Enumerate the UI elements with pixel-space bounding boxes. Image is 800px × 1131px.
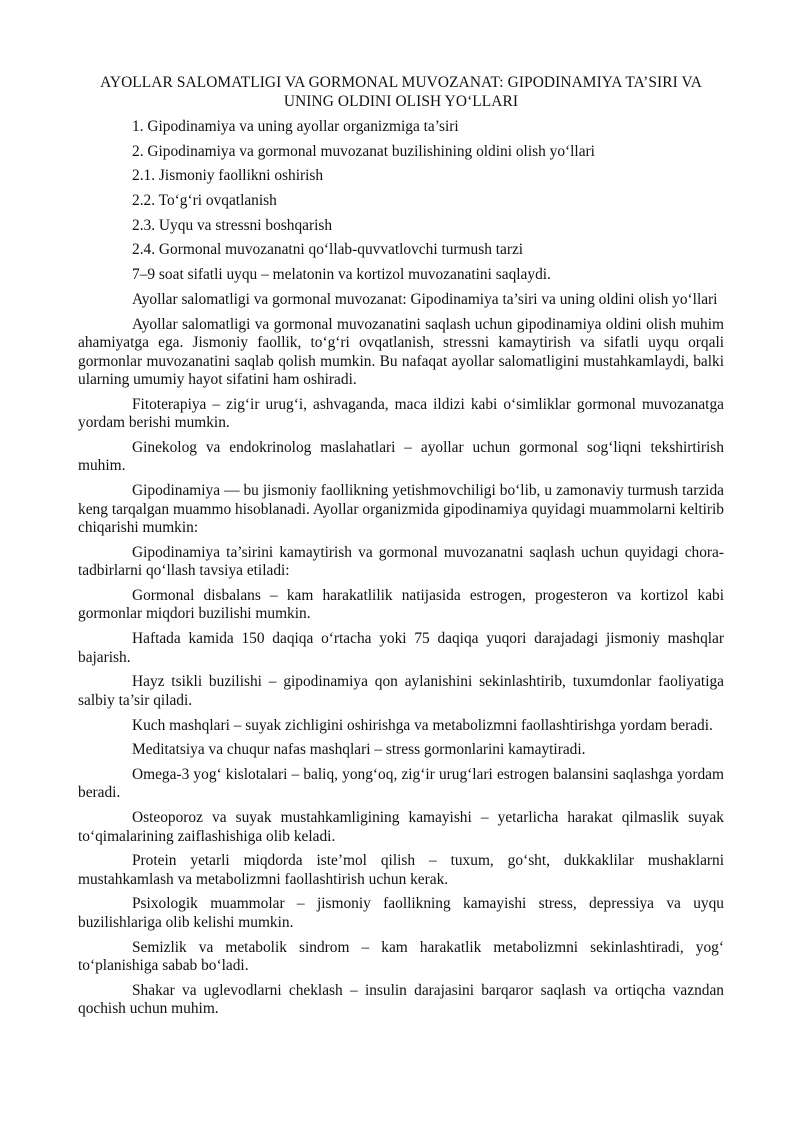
outline-item: 2.2. To‘g‘ri ovqatlanish — [132, 192, 277, 210]
body-paragraph: Fitoterapiya – zig‘ir urug‘i, ashvaganda, maca ildizi kabi o‘simliklar gormonal muvozanatga yordam berishi mumkin. — [78, 395, 724, 432]
outline-item: 1. Gipodinamiya va uning ayollar organizmiga ta’siri — [132, 118, 459, 135]
body-paragraph: Gormonal disbalans – kam harakatlilik natijasida estrogen, progesteron va kortizol kabi gormonlar miqdori buzilishi mumkin. — [78, 586, 724, 623]
body-paragraph: Hayz tsikli buzilishi – gipodinamiya qon aylanishini sekinlashtirib, tuxumdonlar faoliyatiga salbiy ta’sir qiladi. — [78, 673, 724, 709]
outline-item: 2. Gipodinamiya va gormonal muvozanat buzilishining oldini olish yo‘llari — [132, 142, 595, 160]
outline-item: 7–9 soat sifatli uyqu – melatonin va kortizol muvozanatini saqlaydi. — [132, 266, 551, 284]
body-paragraph: Psixologik muammolar – jismoniy faollikning kamayishi stress, depressiya va uyqu buzilishlariga olib kelishi mumkin. — [78, 895, 724, 931]
outline-item: 2.3. Uyqu va stressni boshqarish — [132, 216, 333, 234]
body-paragraph: Haftada kamida 150 daqiqa o‘rtacha yoki 75 daqiqa yuqori darajadagi jismoniy mashqlar bajarish. — [78, 630, 724, 666]
document-title: AYOLLAR SALOMATLIGI VA GORMONAL MUVOZANAT: GIPODINAMIYA TA’SIRI VA UNING OLDINI OLISH YO‘LLARI — [100, 74, 702, 110]
body-paragraph: Ginekolog va endokrinolog maslahatlari – ayollar uchun gormonal sog‘liqni tekshirtirish muhim. — [78, 438, 724, 475]
document-body — [78, 291, 724, 1019]
outline-item: 2.4. Gormonal muvozanatni qo‘llab-quvvatlovchi turmush tarzi — [132, 241, 524, 259]
body-paragraph: Ayollar salomatligi va gormonal muvozanat: Gipodinamiya ta’siri va uning oldini olish yo‘llari — [132, 290, 718, 308]
body-paragraph: Kuch mashqlari – suyak zichligini oshirishga va metabolizmni faollashtirishga yordam beradi. — [132, 716, 713, 734]
body-paragraph: Gipodinamiya ta’sirini kamaytirish va gormonal muvozanatni saqlash uchun quyidagi chora-tadbirlarni qo‘llash tavsiya etiladi: — [78, 543, 724, 580]
body-paragraph: Osteoporoz va suyak mustahkamligining kamayishi – yetarlicha harakat qilmaslik suyak to‘qimalarining zaiflashishiga olib keladi. — [78, 809, 724, 845]
body-paragraph: Omega-3 yog‘ kislotalari – baliq, yong‘oq, zig‘ir urug‘lari estrogen balansini saqlashga yordam beradi. — [78, 765, 724, 802]
outline-item: 2.1. Jismoniy faollikni oshirish — [132, 167, 324, 185]
body-paragraph: Ayollar salomatligi va gormonal muvozanatini saqlash uchun gipodinamiya oldini olish muhim ahamiyatga ega. Jismoniy faollik, to‘g‘ri ovqatlanish, stressni kamaytirish va sifatli uyqu orqali gormonlar muvozanatini saqlab qolish mumkin. Bu nafaqat ayollar salomatligini mustahkamlaydi, balki ularning umumiy hayot sifatini ham oshiradi. — [78, 315, 724, 388]
body-paragraph: Shakar va uglevodlarni cheklash – insulin darajasini barqaror saqlash va ortiqcha vazndan qochish uchun muhim. — [78, 981, 724, 1018]
body-paragraph: Semizlik va metabolik sindrom – kam harakatlik metabolizmni sekinlashtiradi, yog‘ to‘planishiga sabab bo‘ladi. — [78, 938, 724, 975]
body-paragraph: Meditatsiya va chuqur nafas mashqlari – stress gormonlarini kamaytiradi. — [132, 741, 586, 759]
body-paragraph: Gipodinamiya — bu jismoniy faollikning yetishmovchiligi bo‘lib, u zamonaviy turmush tarzida keng tarqalgan muammo hisoblanadi. Ayollar organizmida gipodinamiya quyidagi muammolarni keltirib chiqarishi mumkin: — [78, 482, 724, 537]
body-paragraph: Protein yetarli miqdorda iste’mol qilish – tuxum, go‘sht, dukkaklilar mushaklarni mustahkamlash va metabolizmni faollashtirish uchun kerak. — [78, 852, 724, 888]
outline-list — [78, 118, 724, 285]
